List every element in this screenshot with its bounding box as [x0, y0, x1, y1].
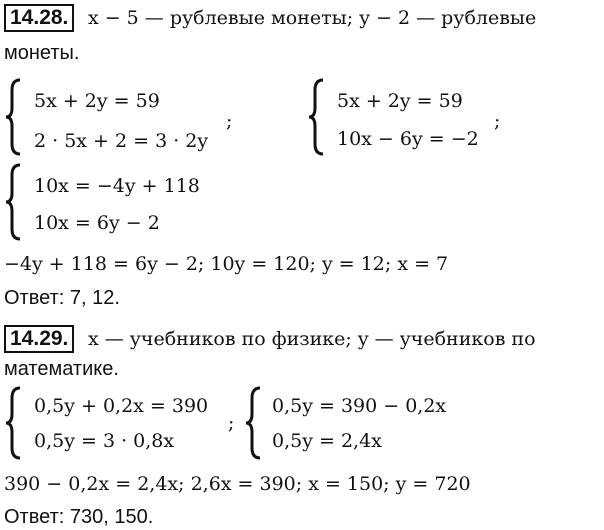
- left-brace-icon: [4, 386, 24, 460]
- answer: Ответ: 730, 150.: [4, 506, 154, 528]
- left-brace-icon: [244, 386, 264, 460]
- separator: ;: [494, 110, 501, 132]
- equation: 10x − 6y = −2: [337, 128, 479, 150]
- problem-statement: x − 5 — рублевые монеты; y − 2 — рублевые: [87, 7, 537, 29]
- problem-statement: x — учебников по физике; y — учебников по: [87, 328, 536, 350]
- equation: 0,5y = 2,4x: [272, 430, 382, 452]
- equation: 10x = 6y − 2: [34, 212, 160, 234]
- solution-line: −4y + 118 = 6y − 2; 10y = 120; y = 12; x = 7: [4, 253, 449, 275]
- left-brace-icon: [4, 163, 24, 241]
- separator: ;: [226, 110, 233, 132]
- equation: 0,5y = 390 − 0,2x: [272, 395, 447, 417]
- problem-statement-continued: монеты.: [4, 42, 80, 64]
- separator: ;: [228, 412, 235, 434]
- equation: 2 · 5x + 2 = 3 · 2y: [34, 130, 209, 152]
- problem-14-29-header: [4, 325, 536, 353]
- equation: 0,5y = 3 · 0,8x: [34, 430, 175, 452]
- problem-14-28-header: [4, 4, 536, 32]
- equation: 10x = −4y + 118: [34, 175, 200, 197]
- equation: 0,5y + 0,2x = 390: [34, 395, 209, 417]
- left-brace-icon: [307, 78, 327, 156]
- answer: Ответ: 7, 12.: [4, 287, 120, 309]
- equation: 5x + 2y = 59: [337, 90, 463, 112]
- problem-number: 14.29.: [4, 325, 74, 353]
- problem-number: 14.28.: [4, 4, 74, 32]
- solution-line: 390 − 0,2x = 2,4x; 2,6x = 390; x = 150; y = 720: [4, 473, 471, 495]
- problem-statement-continued: математике.: [4, 358, 119, 380]
- equation: 5x + 2y = 59: [34, 90, 160, 112]
- left-brace-icon: [4, 78, 24, 156]
